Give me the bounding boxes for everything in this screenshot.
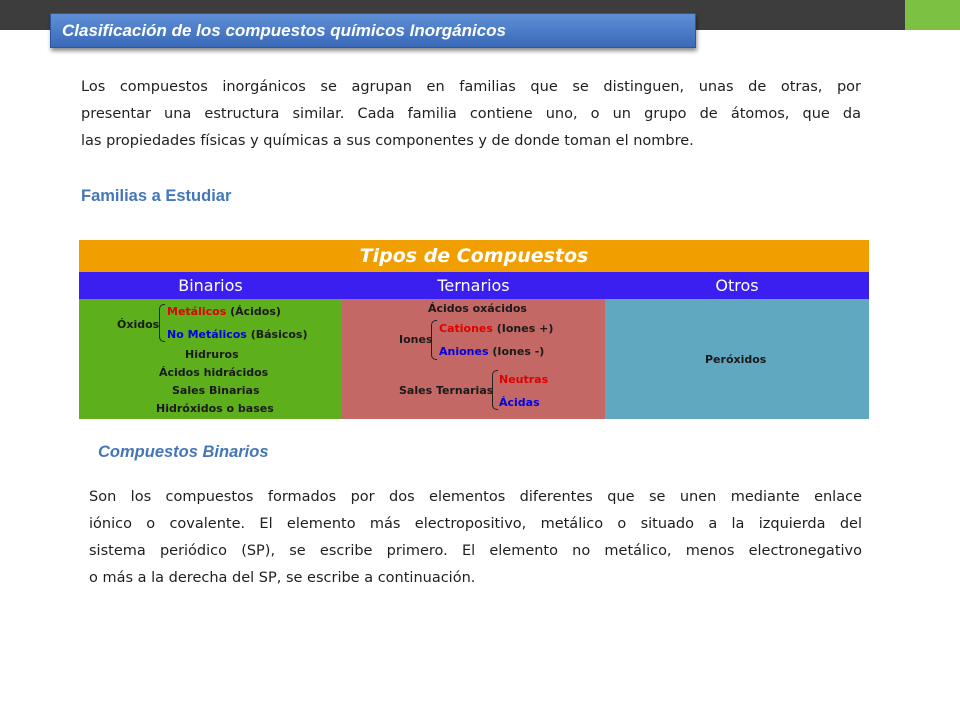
intro-paragraph: [81, 74, 861, 155]
binarios-list-item: Hidróxidos o bases: [156, 402, 274, 415]
binarios-line: o más a la derecha del SP, se escribe a continuación.: [89, 570, 476, 586]
cationes-label: Cationes: [439, 322, 493, 335]
binarios-line: Son los compuestos formados por dos elementos diferentes que se unen mediante enlace: [89, 489, 862, 505]
intro-line: presentar una estructura similar. Cada familia contiene uno, o un grupo de átomos, que da: [81, 106, 861, 122]
brace-icon: [431, 320, 437, 360]
slide-title: Clasificación de los compuestos químicos Inorgánicos: [50, 13, 696, 48]
metalicos-note: (Ácidos): [226, 305, 281, 318]
no-metalicos-label: No Metálicos: [167, 328, 247, 341]
neutras-label: Neutras: [499, 373, 549, 386]
aniones-label: Aniones: [439, 345, 489, 358]
no-metalicos-item: [167, 328, 308, 341]
binarios-paragraph: [89, 484, 862, 592]
binarios-list-item: Ácidos hidrácidos: [159, 366, 269, 379]
familias-heading: Familias a Estudiar: [81, 187, 232, 205]
intro-line: las propiedades físicas y químicas a sus componentes y de donde toman el nombre.: [81, 133, 694, 149]
binarios-line: sistema periódico (SP), se escribe primero. El elemento no metálico, menos electronegativo: [89, 543, 862, 559]
cationes-item: [439, 322, 553, 335]
brace-icon: [159, 304, 165, 342]
acidos-oxacidos-label: Ácidos oxácidos: [428, 302, 527, 315]
iones-label: Iones: [399, 333, 433, 346]
binarios-line: iónico o covalente. El elemento más electropositivo, metálico o situado a la izquierda del: [89, 516, 862, 532]
brace-icon: [492, 370, 498, 410]
metalicos-label: Metálicos: [167, 305, 227, 318]
binarios-list-item: Hidruros: [185, 348, 239, 361]
binarios-list-item: Sales Binarias: [172, 384, 260, 397]
intro-line: Los compuestos inorgánicos se agrupan en familias que se distinguen, unas de otras, por: [81, 79, 861, 95]
top-accent-block: [905, 0, 960, 30]
compound-types-table: [79, 240, 869, 419]
ternarios-cell: [342, 299, 605, 419]
column-header-ternarios: Ternarios: [342, 272, 605, 299]
aniones-note: (Iones -): [488, 345, 545, 358]
no-metalicos-note: (Básicos): [246, 328, 308, 341]
compuestos-binarios-heading: Compuestos Binarios: [98, 443, 269, 461]
oxidos-label: Óxidos: [117, 318, 160, 331]
table-title: Tipos de Compuestos: [79, 240, 869, 272]
peroxidos-label: Peróxidos: [705, 353, 767, 366]
aniones-item: [439, 345, 544, 358]
cationes-note: (Iones +): [492, 322, 554, 335]
metalicos-item: [167, 305, 281, 318]
column-header-otros: Otros: [605, 272, 869, 299]
sales-ternarias-label: Sales Ternarias: [399, 384, 494, 397]
binarios-cell: [79, 299, 342, 419]
column-header-binarios: Binarios: [79, 272, 342, 299]
otros-cell: [605, 299, 869, 419]
acidas-label: Ácidas: [499, 396, 540, 409]
